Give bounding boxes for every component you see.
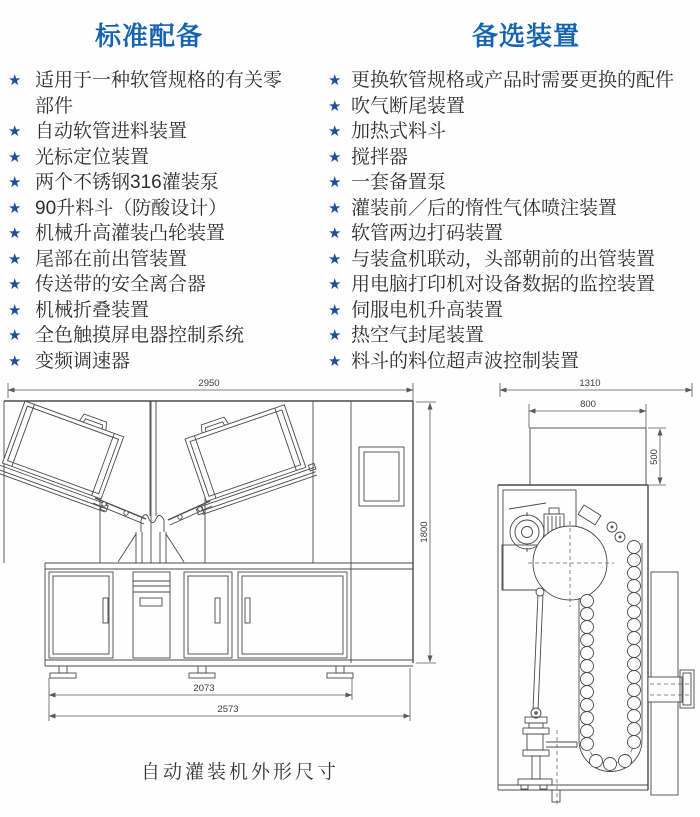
list-item: ★ 尾部在前出管装置 <box>6 247 284 273</box>
list-item: ★ 两个不锈钢316灌装泵 <box>6 170 284 196</box>
list-item: ★ 吹气断尾装置 <box>326 94 698 120</box>
dim-hopper-height: 500 <box>649 449 660 465</box>
list-item: ★ 加热式料斗 <box>326 119 698 145</box>
star-bullet-icon: ★ <box>328 352 342 370</box>
star-bullet-icon: ★ <box>8 123 22 140</box>
star-bullet-icon: ★ <box>8 72 22 89</box>
star-bullet-icon: ★ <box>8 148 22 166</box>
cabinet-door <box>184 572 232 658</box>
list-item: ★ 机械折叠装置 <box>6 298 284 324</box>
drawing-caption: 自动灌装机外形尺寸 <box>141 762 340 783</box>
star-bullet-icon: ★ <box>8 276 22 293</box>
star-bullet-icon: ★ <box>328 148 342 166</box>
list-item: ★ 光标定位装置 <box>6 145 284 171</box>
optional-equipment-section <box>326 16 698 374</box>
optional-equipment-title: 备选装置 <box>471 21 580 51</box>
control-window <box>359 447 404 506</box>
list-item: ★ 更换软管规格或产品时需要更换的配件 <box>326 68 698 94</box>
star-bullet-icon: ★ <box>8 327 22 344</box>
star-bullet-icon: ★ <box>328 174 342 191</box>
star-bullet-icon: ★ <box>328 250 342 268</box>
star-bullet-icon: ★ <box>8 225 22 242</box>
list-item: ★ 变频调速器 <box>6 349 284 375</box>
star-bullet-icon: ★ <box>328 225 342 242</box>
standard-equipment-title: 标准配备 <box>94 21 203 51</box>
star-bullet-icon: ★ <box>328 97 342 115</box>
front-view-drawing <box>0 378 436 721</box>
center-drawer-unit <box>133 572 170 658</box>
cabinet-base <box>45 563 413 678</box>
list-item: ★ 料斗的料位超声波控制装置 <box>326 349 698 375</box>
list-item: ★ 与装盒机联动，头部朝前的出管装置 <box>326 247 698 273</box>
machine-dimension-drawing <box>0 375 700 817</box>
dim-front-inner-width: 2073 <box>193 683 215 694</box>
hopper-housing <box>530 428 646 485</box>
star-bullet-icon: ★ <box>328 327 342 344</box>
list-item: ★ 软管两边打码装置 <box>326 221 698 247</box>
dim-front-total-width: 2573 <box>217 704 239 715</box>
dim-front-height: 1800 <box>419 521 430 543</box>
star-bullet-icon: ★ <box>328 301 342 319</box>
star-bullet-icon: ★ <box>328 123 342 140</box>
star-bullet-icon: ★ <box>8 301 22 319</box>
list-item: ★ 机械升高灌装凸轮装置 <box>6 221 284 247</box>
standard-equipment-section <box>6 16 284 374</box>
list-item: ★ 自动软管进料装置 <box>6 119 284 145</box>
optional-equipment-list <box>326 68 698 374</box>
list-item: ★ 灌装前／后的惰性气体喷注装置 <box>326 196 698 222</box>
outfeed-conveyor <box>648 572 694 795</box>
tube-feed-funnel <box>93 498 212 563</box>
tube-cassette-left <box>0 389 135 512</box>
dim-front-width: 2950 <box>198 378 220 389</box>
dim-hopper-width: 800 <box>580 399 596 410</box>
list-item: ★ 伺服电机升高装置 <box>326 298 698 324</box>
star-bullet-icon: ★ <box>8 199 22 217</box>
list-item: ★ 全色触摸屏电器控制系统 <box>6 323 284 349</box>
list-item: ★ 90升料斗（防酸设计） <box>6 196 284 222</box>
list-item: ★ 用电脑打印机对设备数据的监控装置 <box>326 272 698 298</box>
dim-side-total-width: 1310 <box>579 378 601 389</box>
star-bullet-icon: ★ <box>8 174 22 191</box>
list-item: ★ 一套备置泵 <box>326 170 698 196</box>
lift-linkage <box>518 588 577 806</box>
cabinet-door <box>238 572 347 658</box>
side-view-drawing <box>498 378 694 806</box>
standard-equipment-list <box>6 68 284 374</box>
star-bullet-icon: ★ <box>328 276 342 293</box>
list-item: ★ 热空气封尾装置 <box>326 323 698 349</box>
star-bullet-icon: ★ <box>8 352 22 370</box>
star-bullet-icon: ★ <box>328 199 342 217</box>
star-bullet-icon: ★ <box>8 250 22 268</box>
star-bullet-icon: ★ <box>328 72 342 89</box>
list-item: ★ 搅拌器 <box>326 145 698 171</box>
list-item: ★ 传送带的安全离合器 <box>6 272 284 298</box>
tube-cassette-right <box>171 394 318 515</box>
list-item: ★ 适用于一种软管规格的有关零部件 <box>8 70 283 117</box>
